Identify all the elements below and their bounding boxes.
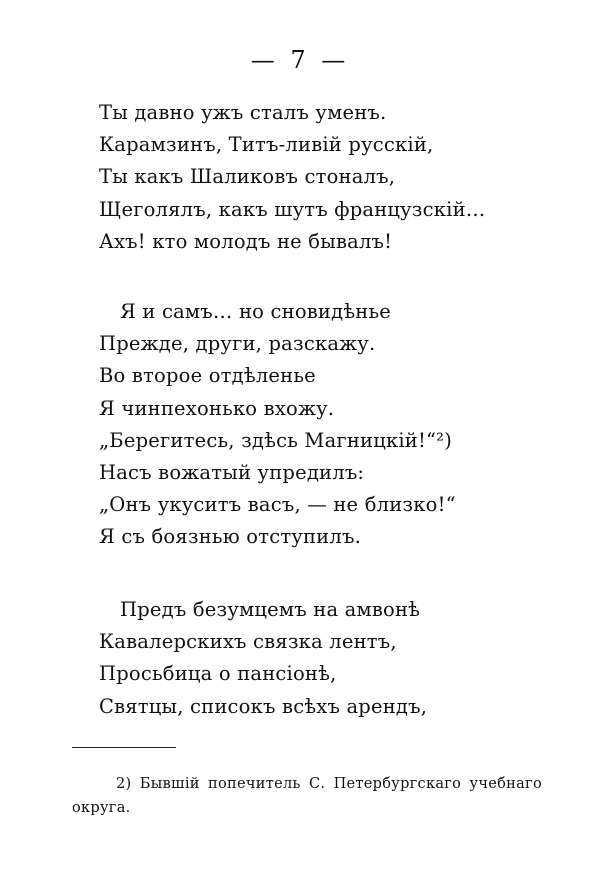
verse-line: Святцы, списокъ всѣхъ арендъ,: [99, 694, 428, 718]
stanza-3: [99, 594, 427, 723]
stanza-2: [99, 296, 456, 554]
verse-line: Насъ вожатый упредилъ:: [99, 460, 365, 484]
verse-line: Просьбица о пансіонѣ,: [99, 662, 337, 686]
verse-line: Карамзинъ, Титъ-ливій русскій,: [99, 133, 434, 157]
verse-line: Я съ боязнью отступилъ.: [99, 525, 361, 549]
verse-line: Кавалерскихъ связка лентъ,: [99, 630, 397, 654]
verse-line: Я и самъ… но сновидѣнье: [120, 300, 392, 323]
verse-line: „Берегитесь, здѣсь Магницкій!“²): [99, 428, 453, 452]
verse-line: Во второе отдѣленье: [99, 364, 316, 388]
stanza-1: [99, 97, 486, 258]
verse-line: Я чинпехонько вхожу.: [99, 396, 335, 420]
verse-line: „Онъ укуситъ васъ, — не близко!“: [99, 493, 456, 517]
page-number: — 7 —: [250, 46, 350, 74]
footnote-divider: [72, 747, 176, 748]
verse-line: Прежде, други, разскажу.: [99, 332, 376, 356]
verse-line: Ахъ! кто молодъ не бывалъ!: [99, 229, 393, 253]
verse-line: Ты какъ Шаликовъ стоналъ,: [99, 165, 396, 189]
verse-line: Ты давно ужъ сталъ уменъ.: [99, 101, 387, 124]
footnote: 2) Бывшій попечитель С. Петербургскаго учебнаго округа.: [72, 776, 542, 816]
verse-line: Щеголялъ, какъ шутъ французскій…: [99, 197, 486, 221]
verse-line: Предъ безумцемъ на амвонѣ: [120, 598, 421, 621]
